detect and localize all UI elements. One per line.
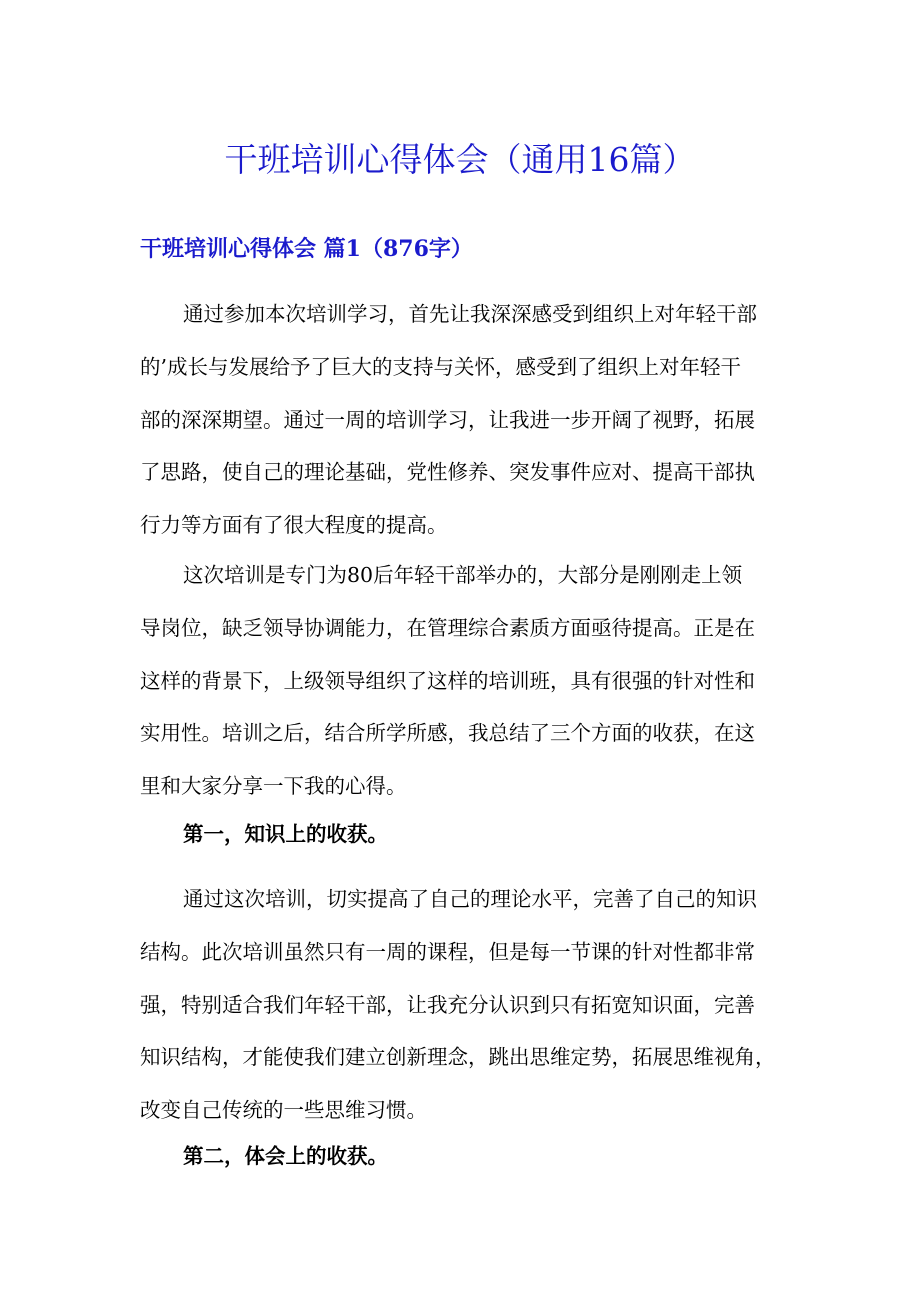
document-title: 干班培训心得体会（通用16篇） <box>224 140 696 179</box>
paragraph-line: 知识结构，才能使我们建立创新理念，跳出思维定势，拓展思维视角， <box>140 1045 776 1070</box>
paragraph-line: 行力等方面有了很大程度的提高。 <box>140 513 448 538</box>
paragraph-line: 这次培训是专门为80后年轻干部举办的，大部分是刚刚走上领 <box>183 563 743 587</box>
paragraph-2 <box>140 549 780 813</box>
paragraph-line: 里和大家分享一下我的心得。 <box>140 774 407 799</box>
paragraph-line: 改变自己传统的一些思维习惯。 <box>140 1098 427 1123</box>
paragraph-line: 这样的背景下，上级领导组织了这样的培训班，具有很强的针对性和 <box>140 668 755 693</box>
subheading-knowledge: 第一，知识上的收获。 <box>183 822 388 846</box>
section-heading: 干班培训心得体会 篇1（876字） <box>140 236 473 262</box>
subheading-experience: 第二，体会上的收获。 <box>183 1144 388 1168</box>
paragraph-line: 实用性。培训之后，结合所学所感，我总结了三个方面的收获，在这 <box>140 721 755 746</box>
paragraph-line: 的’成长与发展给予了巨大的支持与关怀，感受到了组织上对年轻干 <box>140 354 742 379</box>
paragraph-line: 通过参加本次培训学习，首先让我深深感受到组织上对年轻干部 <box>183 302 757 326</box>
paragraph-line: 部的深深期望。通过一周的培训学习，让我进一步开阔了视野，拓展 <box>140 407 755 432</box>
paragraph-line: 强，特别适合我们年轻干部，让我充分认识到只有拓宽知识面，完善 <box>140 992 755 1017</box>
paragraph-line: 导岗位，缺乏领导协调能力，在管理综合素质方面亟待提高。正是在 <box>140 615 755 640</box>
paragraph-1 <box>140 288 780 552</box>
paragraph-line: 结构。此次培训虽然只有一周的课程，但是每一节课的针对性都非常 <box>140 939 755 964</box>
paragraph-line: 了思路，使自己的理论基础，党性修养、突发事件应对、提高干部执 <box>140 460 755 485</box>
paragraph-3 <box>140 873 780 1137</box>
paragraph-line: 通过这次培训，切实提高了自己的理论水平，完善了自己的知识 <box>183 887 757 911</box>
